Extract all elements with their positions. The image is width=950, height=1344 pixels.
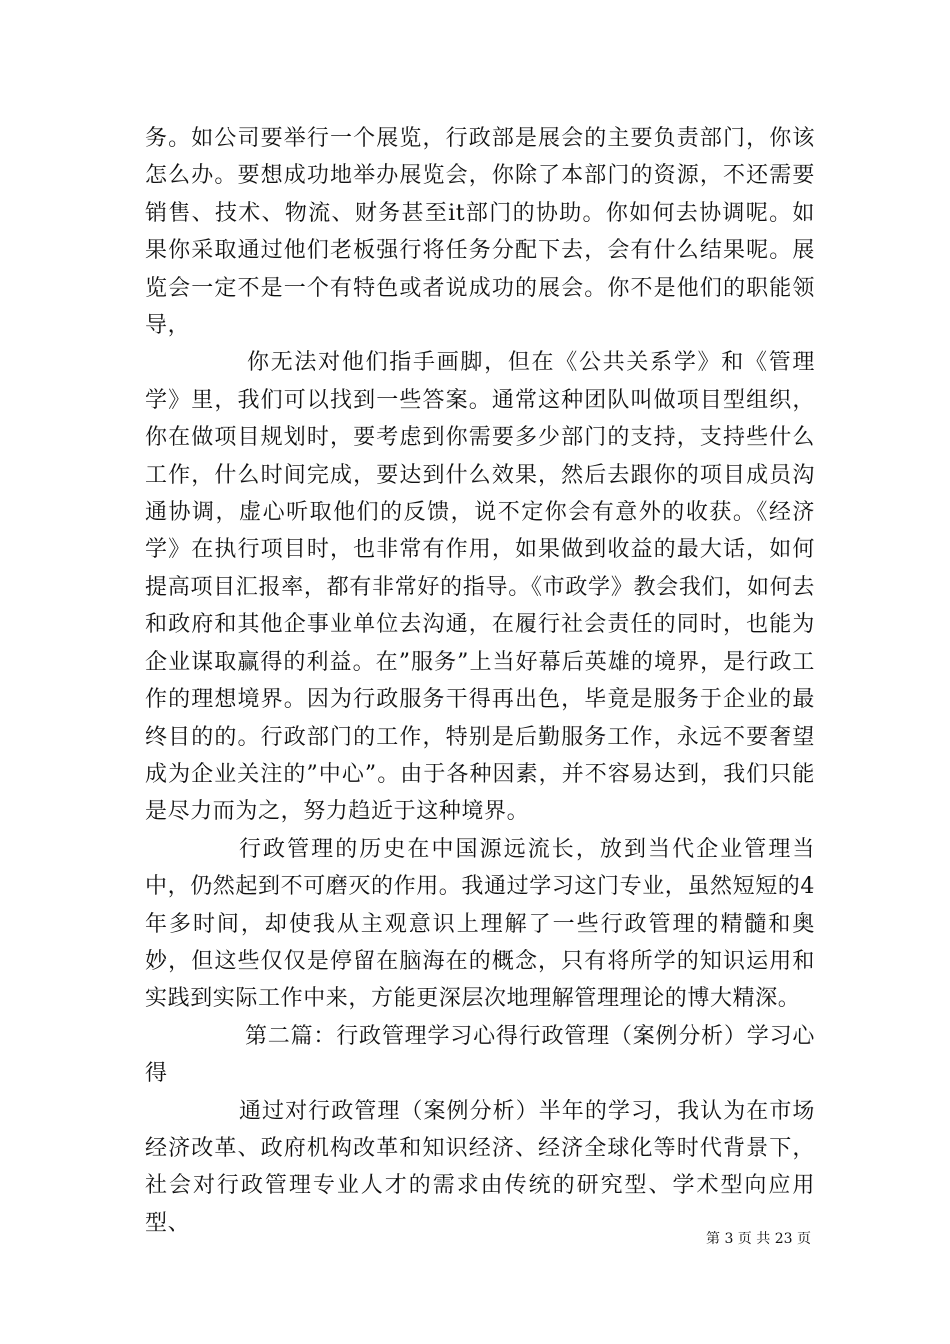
paragraph-continuation: 务。如公司要举行一个展览，行政部是展会的主要负责部门，你该怎么办。要想成功地举办展览会，你除了本部门的资源，不还需要销售、技术、物流、财务甚至it部门的协助。你如何去协调呢。如果你采取通过他们老板强行将任务分配下去，会有什么结果呢。展览会一定不是一个有特色或者说成功的展会。你不是他们的职能领导，: [145, 126, 815, 339]
paragraph-project-organization: 你无法对他们指手画脚，但在《公共关系学》和《管理学》里，我们可以找到一些答案。通常这种团队叫做项目型组织，你在做项目规划时，要考虑到你需要多少部门的支持，支持些什么工作，什么时间完成，要达到什么效果，然后去跟你的项目成员沟通协调，虚心听取他们的反馈，说不定你会有意外的收获。《经济学》在执行项目时，也非常有作用，如果做到收益的最大话，如何提高项目汇报率，都有非常好的指导。《市政学》教会我们，如何去和政府和其他企事业单位去沟通，在履行社会责任的同时，也能为企业谋取赢得的利益。在”服务”上当好幕后英雄的境界，是行政工作的理想境界。因为行政服务干得再出色，毕竟是服务于企业的最终目的的。行政部门的工作，特别是后勤服务工作，永远不要奢望成为企业关注的”中心”。由于各种因素，并不容易达到，我们只能是尽力而为之，努力趋近于这种境界。: [145, 350, 815, 825]
document-body: [145, 120, 815, 1242]
section-title: 第二篇：行政管理学习心得行政管理（案例分析）学习心得: [145, 1023, 815, 1087]
page-number-footer: 第 3 页 共 23 页: [706, 1231, 811, 1247]
paragraph-case-study: 通过对行政管理（案例分析）半年的学习，我认为在市场经济改革、政府机构改革和知识经济、经济全球化等时代背景下，社会对行政管理专业人才的需求由传统的研究型、学术型向应用型、: [145, 1098, 815, 1236]
paragraph-administrative-history: 行政管理的历史在中国源远流长，放到当代企业管理当中，仍然起到不可磨灭的作用。我通过学习这门专业，虽然短短的4年多时间，却使我从主观意识上理解了一些行政管理的精髓和奥妙，但这些仅仅是停留在脑海在的概念，只有将所学的知识运用和实践到实际工作中来，方能更深层次地理解管理理论的博大精深。: [145, 836, 815, 1012]
